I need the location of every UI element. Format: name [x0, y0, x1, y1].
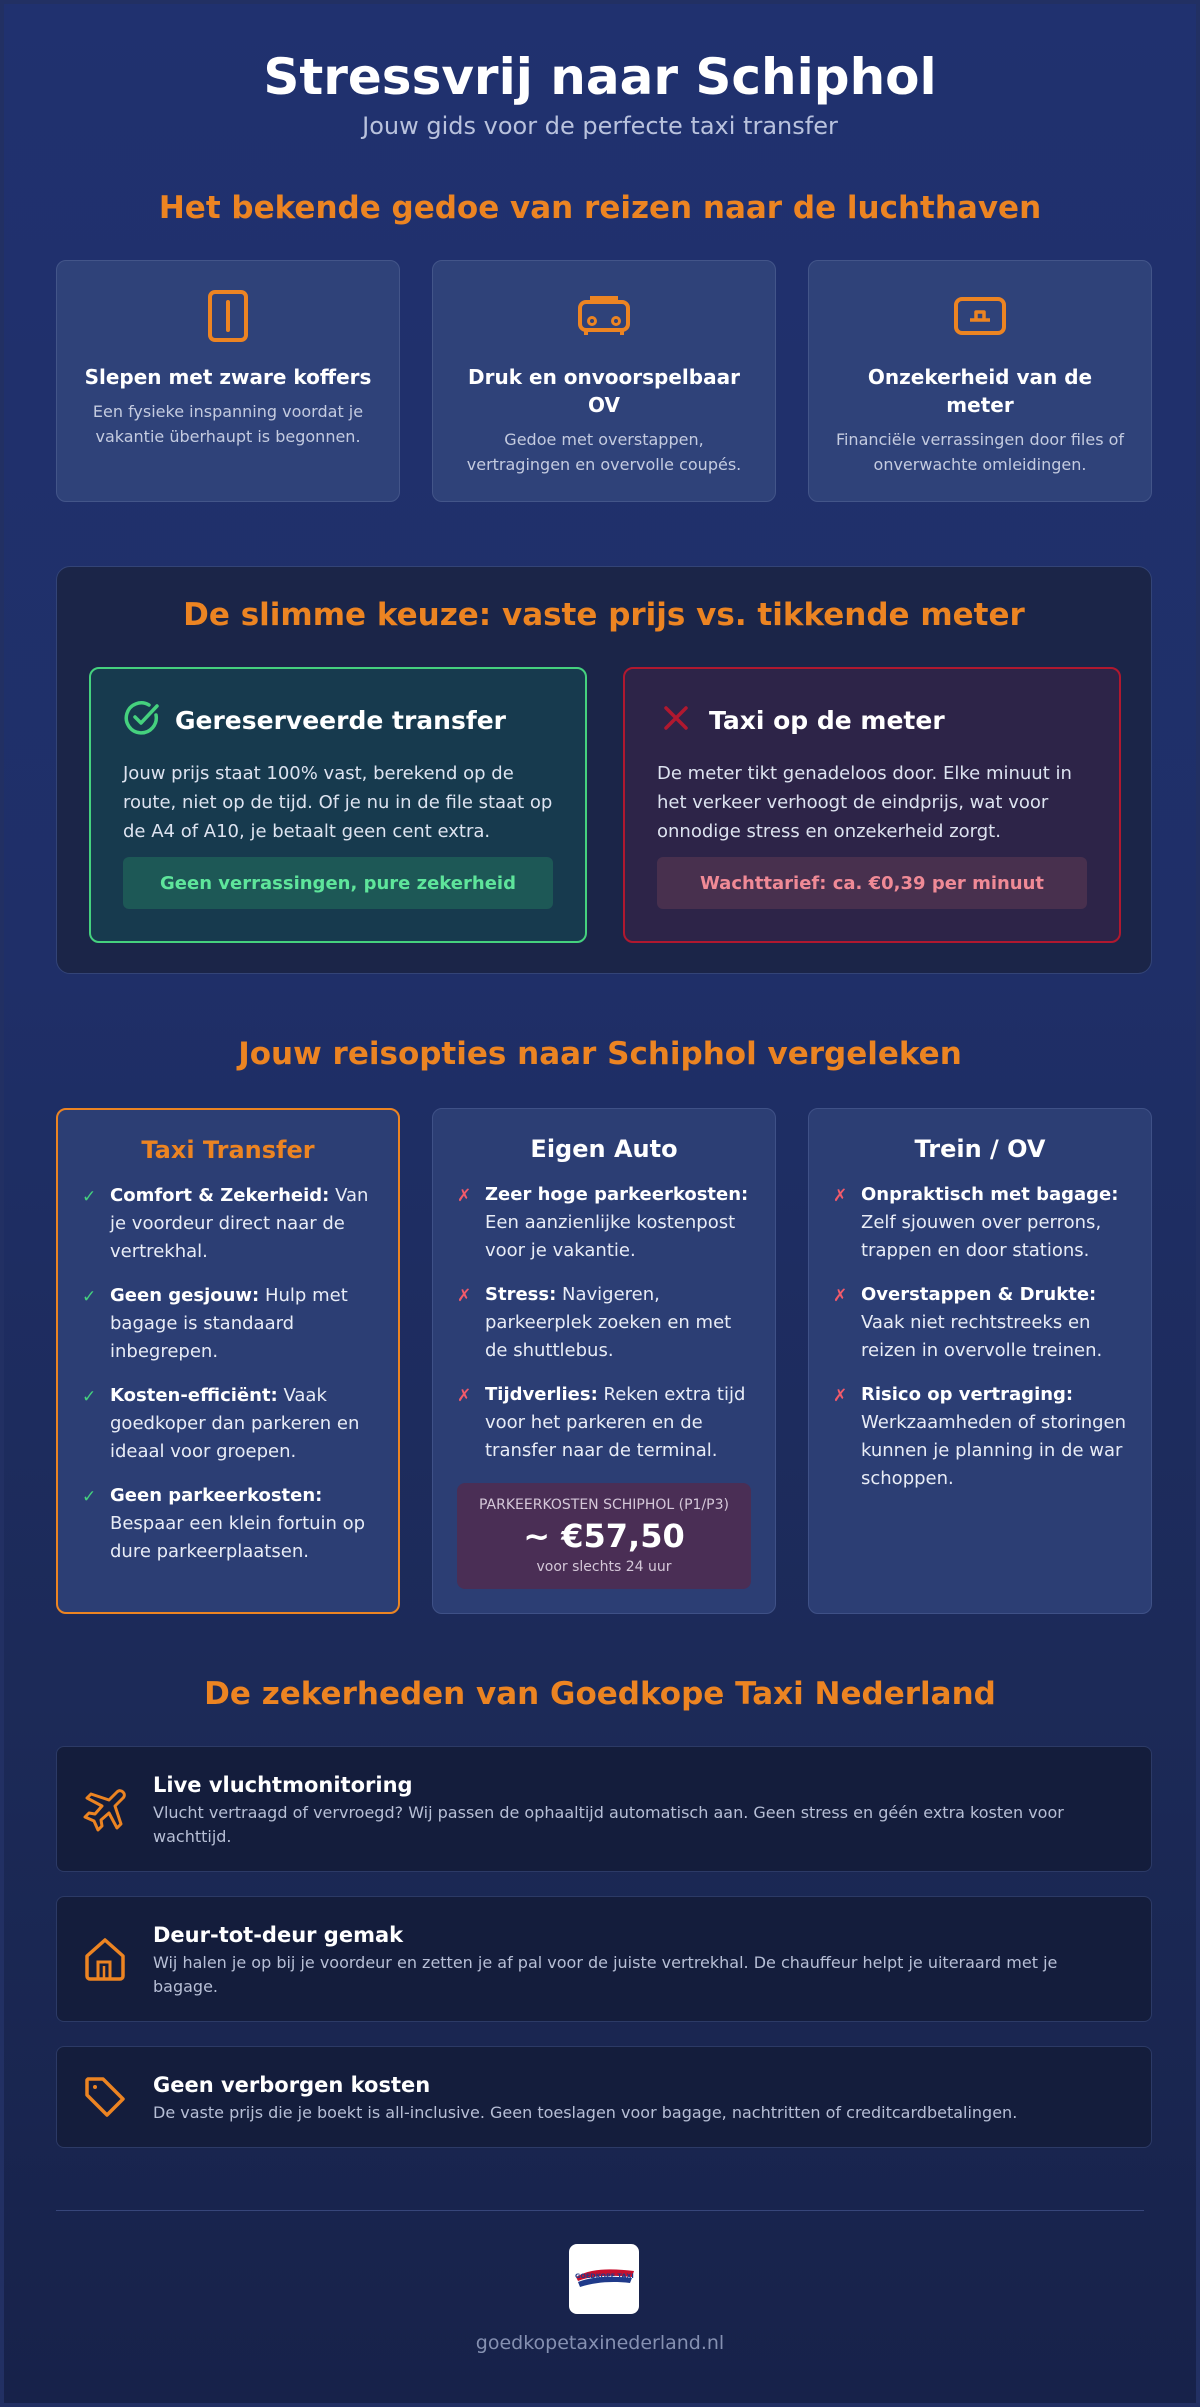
options-title: Jouw reisopties naar Schiphol vergeleken [238, 1036, 962, 1072]
list-item: ✗ Overstappen & Drukte: Vaak niet rechtstreeks en reizen in overvolle treinen. [833, 1284, 1103, 1361]
cross-icon: ✗ [457, 1286, 472, 1306]
list-item: ✓ Geen gesjouw: Hulp met bagage is standaard inbegrepen. [82, 1285, 348, 1362]
feature-title: Deur-tot-deur gemak [153, 1923, 404, 1947]
list-item: ✓ Geen parkeerkosten: Bespaar een klein fortuin op dure parkeerplaatsen. [82, 1485, 366, 1562]
feature-text: De vaste prijs die je boekt is all-inclusive. Geen toeslagen voor bagage, nachtritten of creditcardbetalingen. [153, 2103, 1018, 2122]
comparison-panel [56, 566, 1152, 974]
problems-title: Het bekende gedoe van reizen naar de luchthaven [158, 190, 1042, 226]
fixed-price-title: Gereserveerde transfer [175, 705, 507, 735]
checkmark-icon: ✓ [82, 1487, 97, 1507]
parking-cost-label: PARKEERKOSTEN SCHIPHOL (P1/P3) [479, 1497, 729, 1513]
feature-text: Wij halen je op bij je voordeur en zetten je af pal voor de juiste vertrekhal. De chauffeur helpt je uiteraard met je bagage. [153, 1953, 1058, 1996]
list-item: ✗ Stress: Navigeren, parkeerplek zoeken en met de shuttlebus. [457, 1284, 732, 1361]
list-item: ✗ Zeer hoge parkeerkosten: Een aanzienlijke kostenpost voor je vakantie. [457, 1184, 749, 1261]
parking-cost-note: voor slechts 24 uur [536, 1559, 672, 1575]
problem-text: Financiële verrassingen door files of onverwachte omleidingen. [835, 430, 1125, 474]
feature-title: Live vluchtmonitoring [153, 1773, 413, 1797]
problem-title: Slepen met zware koffers [84, 365, 372, 389]
feature-no-hidden-costs [56, 2046, 1152, 2148]
option-title: Trein / OV [914, 1135, 1046, 1163]
checkmark-icon: ✓ [82, 1187, 97, 1207]
list-item: ✗ Onpraktisch met bagage: Zelf sjouwen over perrons, trappen en door stations. [833, 1184, 1119, 1261]
meter-taxi-card [623, 667, 1121, 943]
cross-icon [657, 699, 695, 741]
cross-icon: ✗ [457, 1386, 472, 1406]
checkmark-icon: ✓ [82, 1287, 97, 1307]
problem-title: Druk en onvoorspelbaar OV [468, 365, 740, 417]
cross-icon: ✗ [833, 1186, 848, 1206]
bus-icon [457, 287, 751, 345]
problem-card-meter [808, 260, 1152, 502]
fixed-price-badge: Geen verrassingen, pure zekerheid [123, 857, 553, 909]
parking-cost-box [457, 1483, 751, 1589]
parking-cost-amount: ~ €57,50 [523, 1517, 685, 1555]
comparison-title: De slimme keuze: vaste prijs vs. tikkende meter [183, 597, 1025, 633]
content [56, 4, 1144, 2403]
footer-url[interactable]: goedkopetaxinederland.nl [475, 2332, 725, 2354]
meter-taxi-title: Taxi op de meter [709, 705, 945, 735]
plane-icon [83, 1747, 129, 1871]
fixed-price-text: Jouw prijs staat 100% vast, berekend op de route, niet op de tijd. Of je nu in de file staat op de A4 of A10, je betaalt geen cent extra. [123, 763, 553, 842]
list-item: ✓ Kosten-efficiënt: Vaak goedkoper dan parkeren en ideaal voor groepen. [82, 1385, 360, 1462]
problem-card-luggage [56, 260, 400, 502]
waiting-rate-badge: Wachttarief: ca. €0,39 per minuut [657, 857, 1087, 909]
svg-text:GOEDKOPE TAXI: GOEDKOPE TAXI [575, 2272, 634, 2280]
feature-title: Geen verborgen kosten [153, 2073, 431, 2097]
option-card-car [432, 1108, 776, 1614]
cross-icon: ✗ [833, 1286, 848, 1306]
problem-title: Onzekerheid van de meter [867, 365, 1093, 417]
feature-text: Vlucht vertraagd of vervroegd? Wij passen de ophaaltijd automatisch aan. Geen stress en géén extra kosten voor wachttijd. [153, 1803, 1064, 1846]
page-subtitle: Jouw gids voor de perfecte taxi transfer [362, 112, 838, 140]
guarantees-title: De zekerheden van Goedkope Taxi Nederland [204, 1676, 996, 1712]
cross-icon: ✗ [833, 1386, 848, 1406]
option-card-taxi [56, 1108, 400, 1614]
feature-flight-monitoring [56, 1746, 1152, 1872]
meter-taxi-text: De meter tikt genadeloos door. Elke minuut in het verkeer verhoogt de eindprijs, wat voor onnodige stress en onzekerheid zorgt. [657, 763, 1072, 842]
option-card-train [808, 1108, 1152, 1614]
home-icon [83, 1897, 127, 2021]
problem-text: Een fysieke inspanning voordat je vakantie überhaupt is begonnen. [92, 402, 364, 446]
tag-icon [83, 2047, 127, 2147]
problem-card-transit [432, 260, 776, 502]
list-item: ✓ Comfort & Zekerheid: Van je voordeur direct naar de vertrekhal. [82, 1185, 369, 1262]
check-circle-icon [123, 699, 161, 741]
suitcase-icon [81, 287, 375, 345]
option-title: Eigen Auto [530, 1135, 678, 1163]
option-title: Taxi Transfer [141, 1136, 315, 1164]
problem-text: Gedoe met overstappen, vertragingen en overvolle coupés. [466, 430, 742, 474]
feature-door-to-door [56, 1896, 1152, 2022]
taxi-meter-icon [833, 287, 1127, 345]
list-item: ✗ Tijdverlies: Reken extra tijd voor het parkeren en de transfer naar de terminal. [457, 1384, 746, 1461]
fixed-price-card [89, 667, 587, 943]
checkmark-icon: ✓ [82, 1387, 97, 1407]
page-title: Stressvrij naar Schiphol [263, 48, 937, 106]
list-item: ✗ Risico op vertraging: Werkzaamheden of storingen kunnen je planning in de war schoppen. [833, 1384, 1127, 1489]
footer-divider [56, 2210, 1144, 2211]
company-logo[interactable] [569, 2244, 639, 2314]
cross-icon: ✗ [457, 1186, 472, 1206]
